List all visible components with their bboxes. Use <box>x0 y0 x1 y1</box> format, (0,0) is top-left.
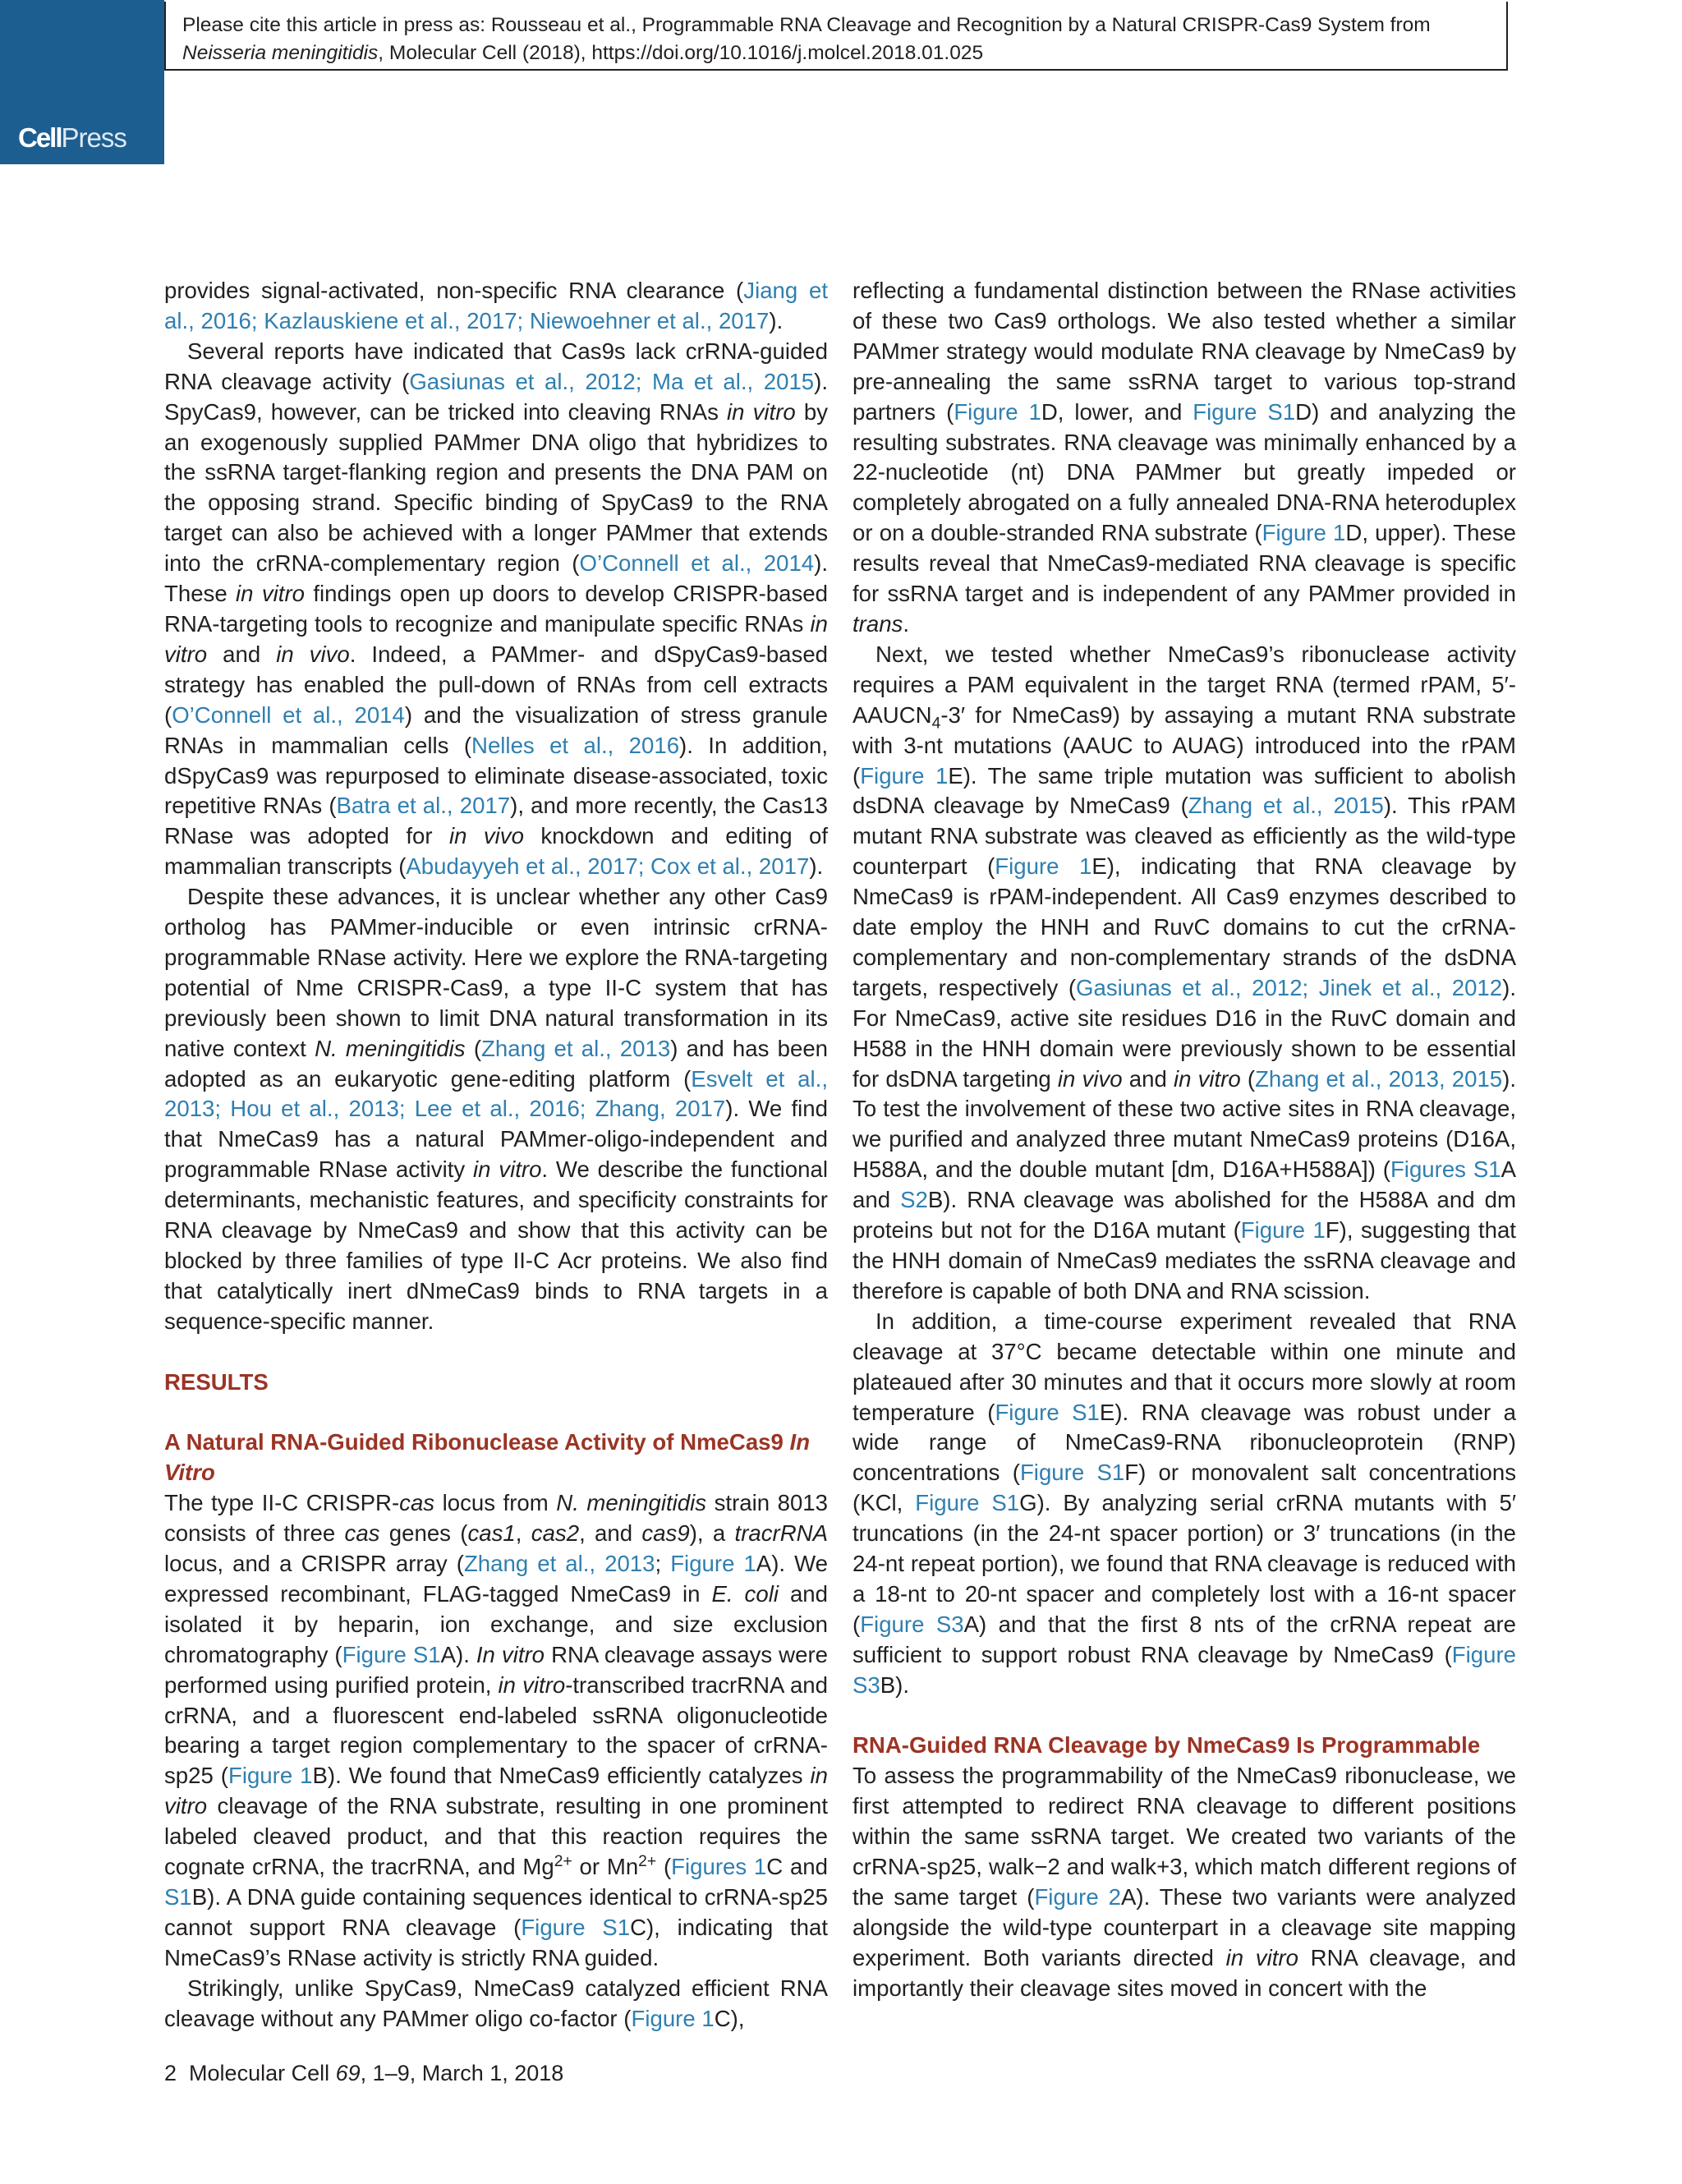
citation-link[interactable]: Figure S1 <box>521 1914 631 1940</box>
citation-link[interactable]: Figure S1 <box>995 1399 1100 1425</box>
superscript: 2+ <box>638 1852 657 1870</box>
section-subheading: RNA-Guided RNA Cleavage by NmeCas9 Is Programmable <box>852 1732 1481 1759</box>
journal-name: Molecular Cell <box>189 2061 330 2085</box>
logo-text-cell: Cell <box>18 122 62 153</box>
italic-text: N. meningitidis <box>556 1490 707 1516</box>
paragraph: To assess the programmability of the NmeCas9 ribonuclease, we first attempted to redirect RNA cleavage to different positions within the same ssRNA target. We created two variants of the crRNA-sp25, walk−2 and walk+3, which match different regions of the same target (Figure 2A). These two variants were analyzed alongside the wild-type counterpart in a cleavage site mapping experiment. Both variants directed in vitro RNA cleavage, and importantly their cleavage sites moved in concert with the <box>852 1763 1517 2001</box>
italic-text: in vitro <box>473 1156 542 1183</box>
citation-link[interactable]: Figure 1 <box>1262 520 1346 546</box>
left-column <box>164 276 828 2035</box>
citation-link[interactable]: Figure S3 <box>860 1611 964 1637</box>
citation-link[interactable]: Figure 2 <box>1034 1884 1121 1910</box>
paragraph: reflecting a fundamental distinction between the RNase activities of these two Cas9 orthologs. We also tested whether a similar PAMmer strategy would modulate RNA cleavage by NmeCas9 by pre-annealing the same ssRNA target to various top-strand partners (Figure 1D, lower, and Figure S1D) and analyzing the resulting substrates. RNA cleavage was minimally enhanced by a 22-nucleotide (nt) DNA PAMmer but greatly impeded or completely abrogated on a fully annealed DNA-RNA heteroduplex or on a double-stranded RNA substrate (Figure 1D, upper). These results reveal that NmeCas9-mediated RNA cleavage is specific for ssRNA target and is independent of any PAMmer provided in trans. <box>852 278 1516 637</box>
citation-link[interactable]: Figure S1 <box>1019 1460 1125 1486</box>
right-column <box>852 276 1516 2004</box>
citation-link[interactable]: Zhang et al., 2015 <box>1188 793 1384 819</box>
citation-link[interactable]: S2 <box>900 1187 928 1213</box>
logo-text-press: Press <box>61 122 126 153</box>
italic-text: N. meningitidis <box>315 1035 466 1061</box>
italic-text: in vitro <box>1173 1065 1241 1092</box>
citation-link[interactable]: Figure 1 <box>670 1551 756 1577</box>
citation-link[interactable]: Gasiunas et al., 2012; Jinek et al., 2012 <box>1076 974 1503 1000</box>
italic-text: in vitro <box>1225 1944 1298 1970</box>
journal-issue-info: , 1–9, March 1, 2018 <box>360 2061 564 2085</box>
citation-link[interactable]: Figure S3 <box>852 1641 1516 1698</box>
page-footer <box>164 2058 563 2088</box>
citation-link[interactable]: Zhang et al., 2013, 2015 <box>1255 1065 1503 1092</box>
italic-text: tracrRNA <box>734 1520 828 1547</box>
citation-text-1: Please cite this article in press as: Rousseau et al., Programmable RNA Cleavage and Recognition by a Natural CRISPR-Cas9 System from <box>182 14 1431 36</box>
citation-link[interactable]: Figure S1 <box>342 1641 441 1667</box>
italic-text: in vitro <box>236 581 306 607</box>
italic-text: cas <box>399 1490 435 1516</box>
page-number: 2 <box>164 2061 177 2085</box>
citation-link[interactable]: Abudayyeh et al., 2017; Cox et al., 2017 <box>406 853 810 880</box>
citation-link[interactable]: Figure 1 <box>1240 1217 1326 1244</box>
italic-text: cas1 <box>467 1520 516 1547</box>
italic-text: in vitro <box>727 398 796 425</box>
citation-link[interactable]: O’Connell et al., 2014 <box>579 550 815 577</box>
paragraph: Several reports have indicated that Cas9s lack crRNA-guided RNA cleavage activity (Gasiunas et al., 2012; Ma et al., 2015). SpyCas9, however, can be tricked into cleaving RNAs in vitro by an exogenously supplied PAMmer DNA oligo that hybridizes to the ssRNA target-flanking region and presents the DNA PAM on the opposing strand. Specific binding of SpyCas9 to the RNA target can also be achieved with a longer PAMmer that extends into the crRNA-complementary region (O’Connell et al., 2014). These in vitro findings open up doors to develop CRISPR-based RNA-targeting tools to recognize and manipulate specific RNAs in vitro and in vivo. Indeed, a PAMmer- and dSpyCas9-based strategy has enabled the pull-down of RNAs from cell extracts (O’Connell et al., 2014) and the visualization of stress granule RNAs in mammalian cells (Nelles et al., 2016). In addition, dSpyCas9 was repurposed to eliminate disease-associated, toxic repetitive RNAs (Batra et al., 2017), and more recently, the Cas13 RNase was adopted for in vivo knockdown and editing of mammalian transcripts (Abudayyeh et al., 2017; Cox et al., 2017). <box>164 338 829 880</box>
italic-text: cas2 <box>531 1520 580 1547</box>
italic-text: cas9 <box>641 1520 690 1547</box>
citation-link[interactable]: Gasiunas et al., 2012; Ma et al., 2015 <box>409 368 815 394</box>
italic-text: in vitro <box>164 610 828 667</box>
citation-link[interactable]: Figures 1 <box>671 1854 767 1880</box>
paragraph: The type II-C CRISPR-cas locus from N. meningitidis strain 8013 consists of three cas genes (cas1, cas2, and cas9), a tracrRNA locus, and a CRISPR array (Zhang et al., 2013; Figure 1A). We expressed recombinant, FLAG-tagged NmeCas9 in E. coli and isolated it by heparin, ion exchange, and size exclusion chromatography (Figure S1A). In vitro RNA cleavage assays were performed using purified protein, in vitro-transcribed tracrRNA and crRNA, and a fluorescent end-labeled ssRNA oligonucleotide bearing a target region complementary to the spacer of crRNA-sp25 (Figure 1B). We found that NmeCas9 efficiently catalyzes in vitro cleavage of the RNA substrate, resulting in one prominent labeled cleaved product, and that this reaction requires the cognate crRNA, the tracrRNA, and $Mg^{2+}$ or $Mn^{2+}$ (Figures 1C and S1B). A DNA guide containing sequences identical to crRNA-sp25 cannot support RNA cleavage (Figure S1C), indicating that NmeCas9’s RNase activity is strictly RNA guided. <box>164 1490 829 1970</box>
citation-link[interactable]: Figure 1 <box>954 398 1041 425</box>
paragraph: In addition, a time-course experiment revealed that RNA cleavage at 37°C became detectable within one minute and plateaued after 30 minutes and that it occurs more slowly at room temperature (Figure S1E). RNA cleavage was robust under a wide range of NmeCas9-RNA ribonucleoprotein (RNP) concentrations (Figure S1F) or monovalent salt concentrations (KCl, Figure S1G). By analyzing serial crRNA mutants with 5′ truncations (in the 24-nt spacer portion) or 3′ truncations (in the 24-nt repeat portion), we found that RNA cleavage is reduced with a 18-nt to 20-nt spacer and completely lost with a 16-nt spacer (Figure S3A) and that the first 8 nts of the crRNA repeat are sufficient to support robust RNA cleavage by NmeCas9 (Figure S3B). <box>852 1308 1517 1698</box>
superscript: 2+ <box>554 1852 572 1870</box>
citation-link[interactable]: Figure 1 <box>860 762 949 789</box>
citation-link[interactable]: Zhang et al., 2013 <box>463 1551 655 1577</box>
citation-link[interactable]: Figure S1 <box>915 1490 1020 1516</box>
italic-text: in vivo <box>1057 1065 1123 1092</box>
citation-link[interactable]: Figure 1 <box>227 1763 313 1789</box>
paragraph: Despite these advances, it is unclear whether any other Cas9 ortholog has PAMmer-inducible or even intrinsic crRNA-programmable RNase activity. Here we explore the RNA-targeting potential of Nme CRISPR-Cas9, a type II-C system that has previously been shown to limit DNA natural transformation in its native context N. meningitidis (Zhang et al., 2013) and has been adopted as an eukaryotic gene-editing platform (Esvelt et al., 2013; Hou et al., 2013; Lee et al., 2016; Zhang, 2017). We find that NmeCas9 has a natural PAMmer-oligo-independent and programmable RNase activity in vitro. We describe the functional determinants, mechanistic features, and specificity constraints for RNA cleavage by NmeCas9 and show that this activity can be blocked by three families of type II-C Acr proteins. We also find that catalytically inert dNmeCas9 binds to RNA targets in a sequence-specific manner. <box>164 884 829 1334</box>
italic-text: In Vitro <box>164 1429 811 1486</box>
citation-link[interactable]: O’Connell et al., 2014 <box>172 701 405 728</box>
italic-text: in vitro <box>164 1763 828 1819</box>
citation-link[interactable]: Zhang et al., 2013 <box>481 1035 671 1061</box>
italic-text: in vivo <box>276 641 350 667</box>
cellpress-logo <box>18 122 126 154</box>
citation-link[interactable]: Jiang et al., 2016; Kazlauskiene et al., 2017; Niewoehner et al., 2017 <box>164 278 828 333</box>
citation-link[interactable]: Esvelt et al., 2013; Hou et al., 2013; Lee et al., 2016; Zhang, 2017 <box>164 1065 828 1122</box>
italic-text: E. coli <box>711 1580 779 1607</box>
citation-link[interactable]: Figure 1 <box>631 2005 715 2031</box>
citation-link[interactable]: Figure S1 <box>1193 398 1296 425</box>
citation-notice <box>164 2 1508 71</box>
paragraph: provides signal-activated, non-specific RNA clearance (Jiang et al., 2016; Kazlauskiene et al., 2017; Niewoehner et al., 2017). <box>164 278 828 333</box>
citation-text-2: , Molecular Cell (2018), https://doi.org/10.1016/j.molcel.2018.01.025 <box>378 42 984 64</box>
italic-text: In vitro <box>476 1641 545 1667</box>
journal-volume: 69 <box>335 2061 361 2085</box>
citation-link[interactable]: Figure 1 <box>995 853 1092 880</box>
cellpress-logo-block <box>0 0 164 164</box>
subscript: 4 <box>931 715 941 733</box>
italic-text: in vitro <box>498 1671 566 1698</box>
italic-text: trans <box>852 610 903 637</box>
citation-link[interactable]: Batra et al., 2017 <box>336 793 511 819</box>
paragraph: Next, we tested whether NmeCas9’s ribonuclease activity requires a PAM equivalent in the target RNA (termed rPAM, $5'-AAUCN_4-3'$ for NmeCas9) by assaying a mutant RNA substrate with 3-nt mutations (AAUC to AUAG) introduced into the rPAM (Figure 1E). The same triple mutation was sufficient to abolish dsDNA cleavage by NmeCas9 (Zhang et al., 2015). This rPAM mutant RNA substrate was cleaved as efficiently as the wild-type counterpart (Figure 1E), indicating that RNA cleavage by NmeCas9 is rPAM-independent. All Cas9 enzymes described to date employ the HNH and RuvC domains to cut the crRNA-complementary and non-complementary strands of the dsDNA targets, respectively (Gasiunas et al., 2012; Jinek et al., 2012). For NmeCas9, active site residues D16 in the RuvC domain and H588 in the HNH domain were previously shown to be essential for dsDNA targeting in vivo and in vitro (Zhang et al., 2013, 2015). To test the involvement of these two active sites in RNA cleavage, we purified and analyzed three mutant NmeCas9 proteins (D16A, H588A, and the double mutant [dm, D16A+H588A]) (Figures S1A and S2B). RNA cleavage was abolished for the H588A and dm proteins but not for the D16A mutant (Figure 1F), suggesting that the HNH domain of NmeCas9 mediates the ssRNA cleavage and therefore is capable of both DNA and RNA scission. <box>852 641 1517 1304</box>
citation-link[interactable]: Figures S1 <box>1390 1156 1501 1183</box>
citation-link[interactable]: S1 <box>164 1884 192 1910</box>
italic-text: in vivo <box>449 823 524 849</box>
citation-link[interactable]: Nelles et al., 2016 <box>471 732 680 758</box>
results-heading: RESULTS <box>164 1368 269 1395</box>
italic-text: cas <box>344 1520 380 1547</box>
citation-species: Neisseria meningitidis <box>182 42 379 64</box>
paragraph: Strikingly, unlike SpyCas9, NmeCas9 catalyzed efficient RNA cleavage without any PAMmer oligo co-factor (Figure 1C), <box>164 1975 828 2031</box>
section-subheading: A Natural RNA-Guided Ribonuclease Activity of NmeCas9 In Vitro <box>164 1429 811 1486</box>
